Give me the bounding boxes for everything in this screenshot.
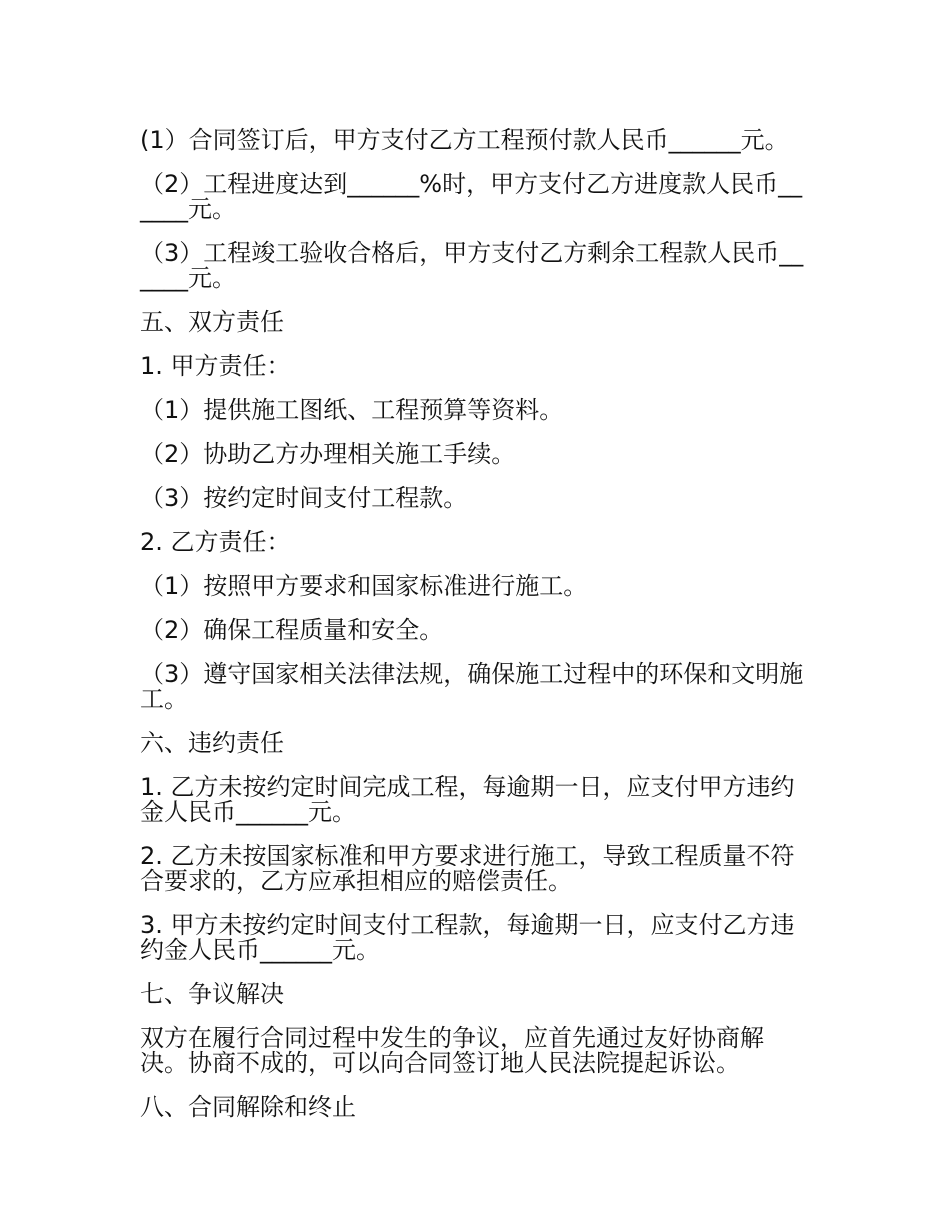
- payment-clause-2: （2）工程进度达到______%时，甲方支付乙方进度款人民币______元。: [140, 170, 803, 223]
- section-title-breach: 六、违约责任: [140, 729, 284, 757]
- section-title-termination: 八、合同解除和终止: [140, 1093, 356, 1121]
- payment-clause-3: （3）工程竣工验收合格后，甲方支付乙方剩余工程款人民币______元。: [140, 239, 804, 292]
- section-title-dispute: 七、争议解决: [140, 980, 284, 1008]
- payment-clause-1: (1）合同签订后，甲方支付乙方工程预付款人民币______元。: [140, 126, 789, 154]
- party-b-responsibility-3: （3）遵守国家相关法律法规，确保施工过程中的环保和文明施工。: [140, 660, 804, 713]
- party-b-responsibility-heading: 2. 乙方责任：: [140, 528, 291, 556]
- party-b-responsibility-1: （1）按照甲方要求和国家标准进行施工。: [140, 572, 588, 600]
- breach-clause-1: 1. 乙方未按约定时间完成工程，每逾期一日，应支付甲方违约金人民币______元。: [140, 773, 795, 826]
- party-a-responsibility-heading: 1. 甲方责任：: [140, 352, 291, 380]
- party-b-responsibility-2: （2）确保工程质量和安全。: [140, 616, 444, 644]
- section-title-responsibilities: 五、双方责任: [140, 308, 284, 336]
- dispute-resolution-text: 双方在履行合同过程中发生的争议，应首先通过友好协商解决。协商不成的，可以向合同签订地人民法院提起诉讼。: [140, 1024, 764, 1077]
- breach-clause-3: 3. 甲方未按约定时间支付工程款，每逾期一日，应支付乙方违约金人民币______元。: [140, 911, 795, 964]
- party-a-responsibility-3: （3）按约定时间支付工程款。: [140, 484, 468, 512]
- breach-clause-2: 2. 乙方未按国家标准和甲方要求进行施工，导致工程质量不符合要求的，乙方应承担相应的赔偿责任。: [140, 842, 795, 895]
- document-content: [140, 128, 805, 1139]
- party-a-responsibility-2: （2）协助乙方办理相关施工手续。: [140, 440, 516, 468]
- party-a-responsibility-1: （1）提供施工图纸、工程预算等资料。: [140, 396, 564, 424]
